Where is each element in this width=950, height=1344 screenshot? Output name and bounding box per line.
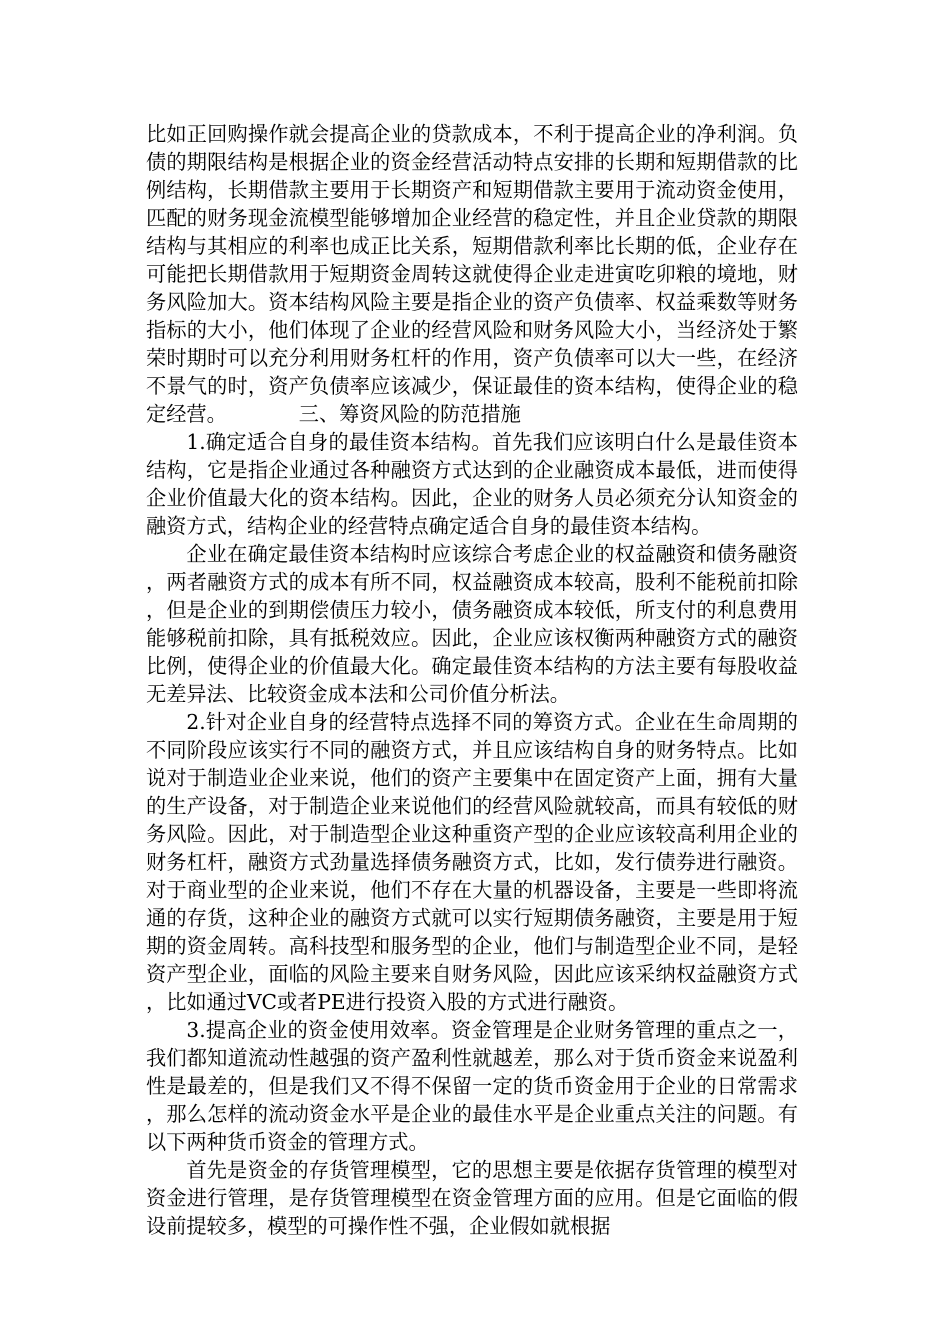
paragraph-financing-risk-structure [146, 120, 798, 428]
paragraph-financing-by-business-type: 2.针对企业自身的经营特点选择不同的筹资方式。企业在生命周期的不同阶段应该实行不同的融资方式，并且应该结构自身的财务特点。比如说对于制造业企业来说，他们的资产主要集中在固定资产上面，拥有大量的生产设备，对于制造企业来说他们的经营风险就较高，而具有较低的财务风险。因此，对于制造型企业这种重资产型的企业应该较高利用企业的财务杠杆，融资方式劲量选择债务融资方式，比如，发行债券进行融资。对于商业型的企业来说，他们不存在大量的机器设备，主要是一些即将流通的存货，这种企业的融资方式就可以实行短期债务融资，主要是用于短期的资金周转。高科技型和服务型的企业，他们与制造型企业不同，是轻资产型企业，面临的风险主要来自财务风险，因此应该采纳权益融资方式，比如通过VC或者PE进行投资入股的方式进行融资。 [146, 710, 798, 1014]
paragraph-equity-vs-debt-financing: 企业在确定最佳资本结构时应该综合考虑企业的权益融资和债务融资，两者融资方式的成本有所不同，权益融资成本较高，股利不能税前扣除，但是企业的到期偿债压力较小，债务融资成本较低，所支付的利息费用能够税前扣除，具有抵税效应。因此，企业应该权衡两种融资方式的融资比例，使得企业的价值最大化。确定最佳资本结构的方法主要有每股收益无差异法、比较资金成本法和公司价值分析法。 [146, 542, 798, 706]
document-body [146, 120, 798, 1240]
paragraph-inventory-model: 首先是资金的存货管理模型，它的思想主要是依据存货管理的模型对资金进行管理，是存货管理模型在资金管理方面的应用。但是它面临的假设前提较多，模型的可操作性不强，企业假如就根据 [146, 1158, 798, 1238]
paragraph-text: 比如正回购操作就会提高企业的贷款成本，不利于提高企业的净利润。负债的期限结构是根据企业的资金经营活动特点安排的长期和短期借款的比例结构，长期借款主要用于长期资产和短期借款主要用于流动资金使用，匹配的财务现金流模型能够增加企业经营的稳定性，并且企业贷款的期限结构与其相应的利率也成正比关系，短期借款利率比长期的低，企业存在可能把长期借款用于短期资金周转这就使得企业走进寅吃卯粮的境地，财务风险加大。资本结构风险主要是指企业的资产负债率、权益乘数等财务指标的大小，他们体现了企业的经营风险和财务风险大小，当经济处于繁荣时期时可以充分利用财务杠杆的作用，资产负债率可以大一些，在经济不景气的时，资产负债率应该减少，保证最佳的资本结构，使得企业的稳定经营。 [146, 122, 798, 426]
section-heading: 三、筹资风险的防范措施 [298, 402, 521, 426]
paragraph-optimal-capital-structure: 1.确定适合自身的最佳资本结构。首先我们应该明白什么是最佳资本结构，它是指企业通过各种融资方式达到的企业融资成本最低，进而使得企业价值最大化的资本结构。因此，企业的财务人员必须充分认知资金的融资方式，结构企业的经营特点确定适合自身的最佳资本结构。 [146, 430, 798, 538]
paragraph-capital-efficiency: 3.提高企业的资金使用效率。资金管理是企业财务管理的重点之一，我们都知道流动性越强的资产盈利性就越差，那么对于货币资金来说盈利性是最差的，但是我们又不得不保留一定的货币资金用于企业的日常需求，那么怎样的流动资金水平是企业的最佳水平是企业重点关注的问题。有以下两种货币资金的管理方式。 [146, 1018, 798, 1154]
